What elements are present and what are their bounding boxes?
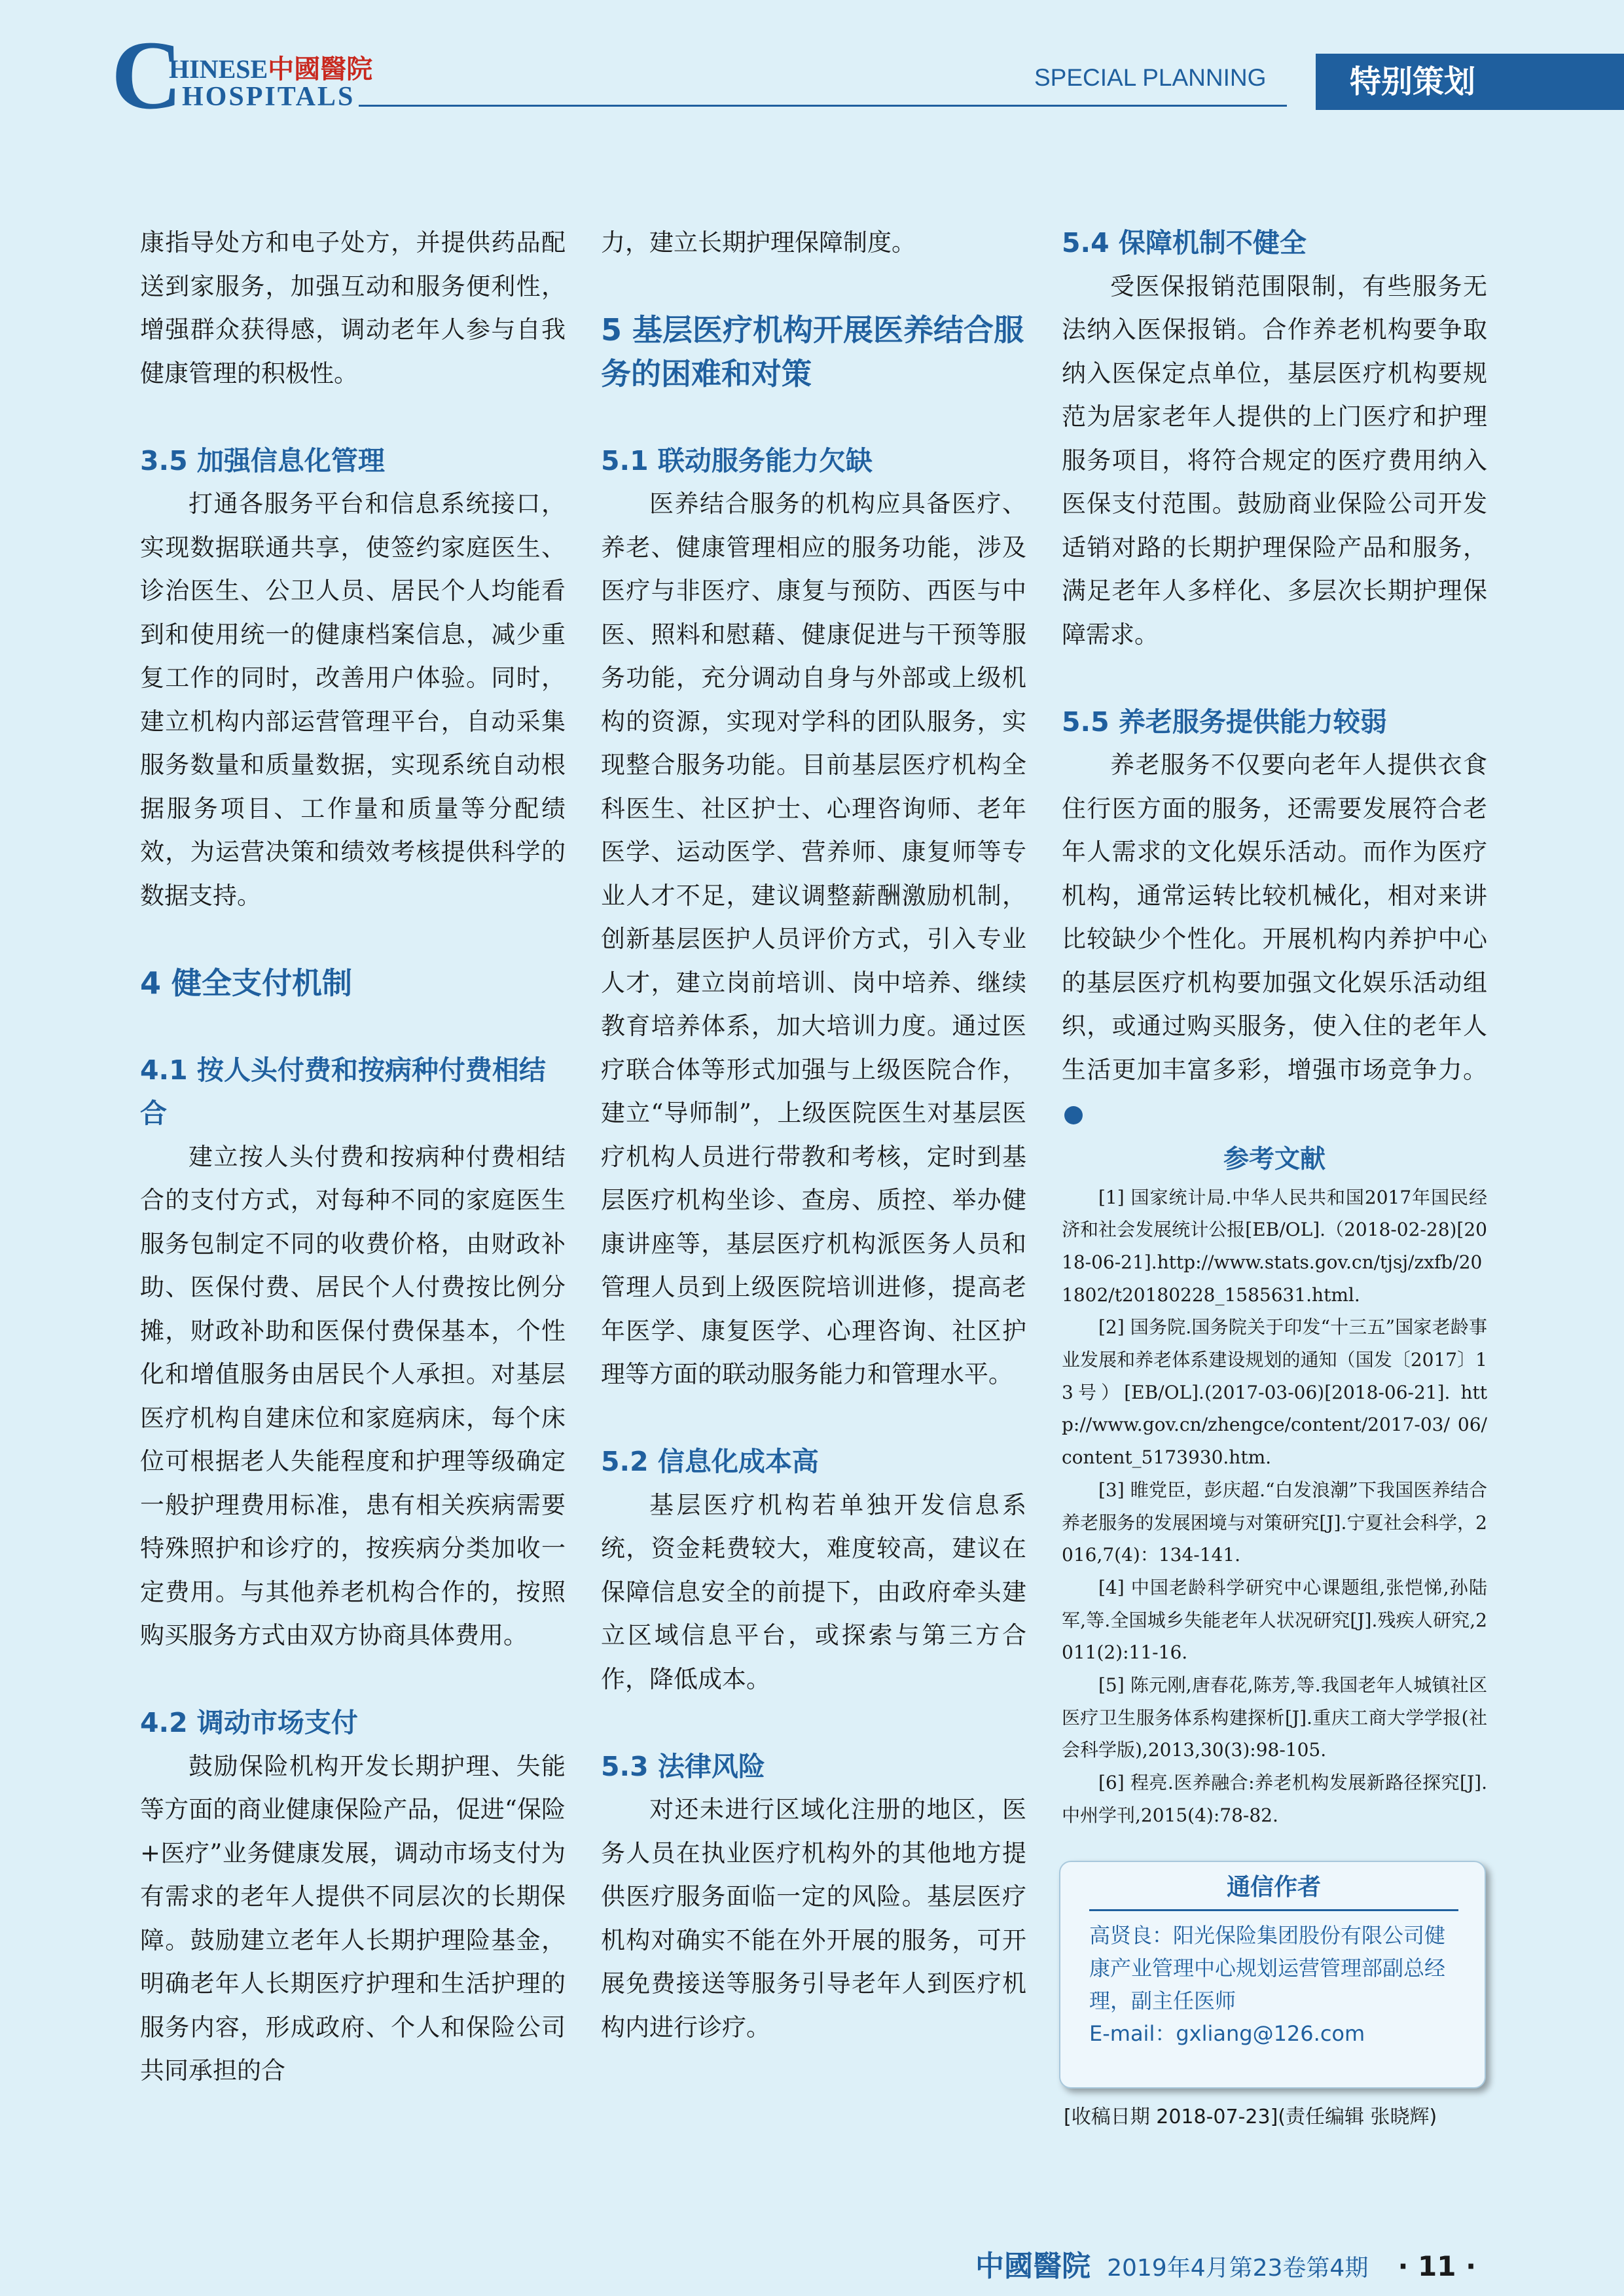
spacer (601, 395, 1026, 439)
reference-item: [6] 程亮.医养融合:养老机构发展新路径探究[J].中州学刊,2015(4):78-82. (1062, 1772, 1487, 1826)
received-date: [收稿日期 2018-07-23](责任编辑 张晓辉) (1064, 2106, 1437, 2128)
logo-line1-cn: 中國醫院 (268, 54, 373, 84)
spacer (140, 1005, 566, 1049)
heading-5-4: 5.4 保障机制不健全 (1062, 227, 1307, 259)
heading-4-1: 4.1 按人头付费和按病种付费相结合 (140, 1054, 546, 1129)
column-3 (1062, 221, 1487, 1832)
spacer (601, 1397, 1026, 1441)
footer-journal-name: 中國醫院 (975, 2250, 1091, 2283)
column-2 (601, 221, 1026, 2049)
journal-logo (111, 21, 373, 130)
spacer (140, 1658, 566, 1702)
paragraph-5-5-text: 养老服务不仅要向老年人提供衣食住行医方面的服务，还需要发展符合老年人需求的文化娱乐活动。而作为医疗机构，通常运转比较机械化，相对来讲比较缺少个性化。开展机构内养护中心的基层医疗机构要加强文化娱乐活动组织，或通过购买服务，使入住的老年人生活更加丰富多彩，增强市场竞争力。 (1062, 751, 1487, 1084)
paragraph-5-5 (1062, 744, 1487, 1136)
column-1 (140, 221, 566, 2093)
reference-item: [2] 国务院.国务院关于印发“十三五”国家老龄事业发展和养老体系建设规划的通知（国发〔2017〕13号）[EB/OL].(2017-03-06)[2018-06-21]. http://www.gov.cn/zhengce/content/2017-03/ 06/content_5173930.htm. (1062, 1316, 1487, 1469)
spacer (601, 1701, 1026, 1745)
reference-item: [3] 睢党臣，彭庆超.“白发浪潮”下我国医养结合养老服务的发展困境与对策研究[J].宁夏社会科学，2016,7(4)：134-141. (1062, 1479, 1487, 1566)
logo-line1-en: HINESE (169, 54, 268, 84)
reference-list (1062, 1181, 1487, 1832)
references-title: 参考文献 (1223, 1144, 1326, 1174)
heading-5-1: 5.1 联动服务能力欠缺 (601, 444, 873, 476)
heading-4: 4 健全支付机制 (140, 965, 353, 1001)
spacer (601, 265, 1026, 309)
page-footer (975, 2242, 1476, 2284)
paragraph-continued: 力，建立长期护理保障制度。 (601, 228, 916, 257)
reference-item: [4] 中国老龄科学研究中心课题组,张恺悌,孙陆军,等.全国城乡失能老年人状况研究[J].残疾人研究,2011(2):11-16. (1062, 1576, 1487, 1664)
heading-5-5: 5.5 养老服务提供能力较弱 (1062, 706, 1387, 738)
paragraph-4-2: 鼓励保险机构开发长期护理、失能等方面的商业健康保险产品，促进“保险+医疗”业务健康发展，调动市场支付为有需求的老年人提供不同层次的长期保障。鼓励建立老年人长期护理险基金，明确老年人长期医疗护理和生活护理的服务内容，形成政府、个人和保险公司共同承担的合 (140, 1751, 566, 2085)
paragraph-continued: 康指导处方和电子处方，并提供药品配送到家服务，加强互动和服务便利性，增强群众获得感，调动老年人参与自我健康管理的积极性。 (140, 228, 566, 387)
reference-item: [5] 陈元刚,唐春花,陈芳,等.我国老年人城镇社区医疗卫生服务体系构建探析[J].重庆工商大学学报(社会科学版),2013,30(3):98-105. (1062, 1674, 1487, 1761)
reference-item: [1] 国家统计局.中华人民共和国2017年国民经济和社会发展统计公报[EB/OL].（2018-02-28)[2018-06-21].http://www.stats.gov.cn/tjsj/zxfb/201802/t20180228_1585631.html. (1062, 1186, 1487, 1306)
heading-4-2: 4.2 调动市场支付 (140, 1707, 358, 1738)
end-of-article-mark-icon (1064, 1106, 1083, 1124)
section-tag: 特别策划 (1316, 54, 1624, 110)
logo-line2: HOSPITALS (182, 82, 355, 112)
paragraph-4-1: 建立按人头付费和按病种付费相结合的支付方式，对每种不同的家庭医生服务包制定不同的收费价格，由财政补助、医保付费、居民个人付费按比例分摊，财政补助和医保付费保基本，个性化和增值服务由居民个人承担。对基层医疗机构自建床位和家庭病床，每个床位可根据老人失能程度和护理等级确定一般护理费用标准，患有相关疾病需要特殊照护和诊疗的，按疾病分类加收一定费用。与其他养老机构合作的，按照购买服务方式由双方协商具体费用。 (140, 1142, 566, 1649)
logo-letter-c: C (111, 21, 183, 130)
paragraph-5-2: 基层医疗机构若单独开发信息系统，资金耗费较大，难度较高，建议在保障信息安全的前提下，由政府牵头建立区域信息平台，或探索与第三方合作，降低成本。 (601, 1490, 1026, 1693)
heading-3-5: 3.5 加强信息化管理 (140, 444, 385, 476)
page-number: · 11 · (1398, 2250, 1477, 2282)
paragraph-5-4: 受医保报销范围限制，有些服务无法纳入医保报销。合作养老机构要争取纳入医保定点单位，基层医疗机构要规范为居家老年人提供的上门医疗和护理服务项目，将符合规定的医疗费用纳入医保支付范围。鼓励商业保险公司开发适销对路的长期护理保险产品和服务，满足老年人多样化、多层次长期护理保障需求。 (1062, 272, 1487, 649)
section-label-en: SPECIAL PLANNING (1034, 64, 1267, 91)
footer-issue: 2019年4月第23卷第4期 (1107, 2255, 1369, 2282)
heading-5: 5 基层医疗机构开展医养结合服务的困难和对策 (601, 312, 1024, 391)
header-rule (359, 105, 1287, 107)
paragraph-5-1: 医养结合服务的机构应具备医疗、养老、健康管理相应的服务功能，涉及医疗与非医疗、康复与预防、西医与中医、照料和慰藉、健康促进与干预等服务功能，充分调动自身与外部或上级机构的资源，实现对学科的团队服务，实现整合服务功能。目前基层医疗机构全科医生、社区护士、心理咨询师、老年医学、运动医学、营养师、康复师等专业人才不足，建议调整薪酬激励机制，创新基层医护人员评价方式，引入专业人才，建立岗前培训、岗中培养、继续教育培养体系，加大培训力度。通过医疗联合体等形式加强与上级医院合作，建立“导师制”，上级医院医生对基层医疗机构人员进行带教和考核，定时到基层医疗机构坐诊、查房、质控、举办健康讲座等，基层医疗机构派医务人员和管理人员到上级医院培训进修，提高老年医学、康复医学、心理咨询、社区护理等方面的联动服务能力和管理水平。 (601, 490, 1026, 1388)
paragraph-3-5: 打通各服务平台和信息系统接口，实现数据联通共享，使签约家庭医生、诊治医生、公卫人员、居民个人均能看到和使用统一的健康档案信息，减少重复工作的同时，改善用户体验。同时，建立机构内部运营管理平台，自动采集服务数量和质量数据，实现系统自动根据服务项目、工作量和质量等分配绩效，为运营决策和绩效考核提供科学的数据支持。 (140, 490, 566, 910)
spacer (1062, 656, 1487, 700)
correspondence-box (1059, 1861, 1486, 2089)
correspondence-email: E-mail：gxliang@126.com (1089, 2021, 1365, 2046)
correspondence-author: 高贤良：阳光保险集团股份有限公司健康产业管理中心规划运营管理部副总经理，副主任医师 (1089, 1923, 1446, 2013)
heading-5-2: 5.2 信息化成本高 (601, 1446, 819, 1477)
spacer (140, 918, 566, 961)
correspondence-title: 通信作者 (1089, 1870, 1458, 1911)
logo-line1 (169, 48, 372, 86)
heading-5-3: 5.3 法律风险 (601, 1750, 765, 1782)
paragraph-5-3: 对还未进行区域化注册的地区，医务人员在执业医疗机构外的其他地方提供医疗服务面临一定的风险。基层医疗机构对确实不能在外开展的服务，可开展免费接送等服务引导老年人到医疗机构内进行诊疗。 (601, 1795, 1026, 2041)
spacer (140, 395, 566, 439)
